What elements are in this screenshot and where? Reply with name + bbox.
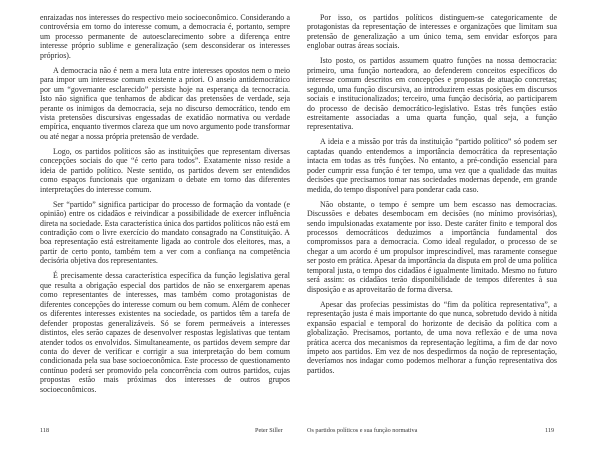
right-page xyxy=(307,13,557,381)
paragraph: Por isso, os partidos políticos distinguem-se categoricamente de protagonistas da representação de interesses e organizações que limitam sua pretensão de generalização a um único tema, sem envidar esforços para englobar outras áreas sociais. xyxy=(307,13,557,51)
paragraph: A democracia não é nem a mera luta entre interesses opostos nem o meio para impor um interesse comum existente a priori. O anseio antidemocrático por um “governante esclarecido” persiste hoje na esperança da tecnocracia. Isto não significa que tenhamos de abdicar das pretensões de verdade, seja perante os inimigos da democracia, seja no discurso democrático, tendo em vista pretensões discursivas engessadas de exatidão normativa ou verdade empírica, enquanto tivermos clareza que um novo argumento pode transformar ou até negar a nossa própria pretensão de verdade. xyxy=(40,65,290,141)
right-running-head: Os partidos políticos e sua função normativa xyxy=(307,427,418,434)
paragraph: Não obstante, o tempo é sempre um bem escasso nas democracias. Discussões e debates desembocam em decisões (no mínimo provisórias), sendo impulsionadas exatamente por isso. Deste caráter finito e temporal dos processos democráticos deduzimos a importância fundamental dos compromissos para a democracia. Como ideal regulador, o processo de se chegar a um acordo é um propulsor imprescindível, mas raramente consegue ser posto em prática. Apesar da importância da disputa em prol de uma política temporal justa, o tempo dos cidadãos é igualmente limitado. Mesmo no futuro será assim: os cidadãos terão disponibilidade de tempos diferentes à sua disposição e as aproveitarão de forma diversa. xyxy=(307,199,557,294)
paragraph: Logo, os partidos políticos são as instituições que representam diversas concepções sociais do que “é certo para todos”. Exatamente nisso reside a ideia de partido político. Neste sentido, os partidos devem ser entendidos como espaços funcionais que organizam o debate em torno das diferentes interpretações do interesse comum. xyxy=(40,146,290,194)
paragraph: enraizadas nos interesses do respectivo meio socioeconômico. Considerando a controvérsia em torno do interesse comum, a democracia é, portanto, sempre um processo permanente de autoesclarecimento sobre a diferença entre interesse próprio sublime e generalização (sem desconsiderar os interesses próprios). xyxy=(40,13,290,60)
left-page-number: 118 xyxy=(40,427,50,434)
paragraph: A ideia e a missão por trás da instituição “partido político” só podem ser captadas quando entendemos a importância democrática da representação intacta em todas as três funções. No entanto, a pré-condição essencial para poder cumprir essa função é ter tempo, uma vez que a qualidade das muitas decisões que precisamos tomar nas sociedades modernas depende, em grande medida, do tempo disponível para ponderar cada caso. xyxy=(307,137,557,194)
paragraph: Isto posto, os partidos assumem quatro funções na nossa democracia: primeiro, uma função norteadora, ao defenderem conceitos específicos do interesse comum descritos em concepções e propostas de atuação concretas; segundo, uma função discursiva, ao introduzirem essas posições em discursos sociais e institucionalizados; terceiro, uma função decisória, ao participarem do processo de decisão democrático-legislativo. Estas três funções estão estreitamente associadas a uma quarta função, qual seja, a função representativa. xyxy=(307,56,557,132)
left-page xyxy=(40,13,290,400)
right-page-number: 119 xyxy=(545,427,555,434)
left-running-head: Peter Siller xyxy=(255,427,283,434)
paragraph: É precisamente dessa característica específica da função legislativa geral que resulta a obrigação especial dos partidos de não se enxergarem apenas como representantes de interesses, mas também como protagonistas de diferentes concepções do interesse comum ou bem comum. Além de conhecer os diferentes interesses existentes na sociedade, os partidos têm a tarefa de defender propostas generalizáveis. Só se forem permeáveis a interesses distintos, eles serão capazes de desenvolver respostas legislativas que tentam atender todos os envolvidos. Simultaneamente, os partidos devem sempre dar conta do dever de verificar e corrigir a sua interpretação do bem comum condicionada pela sua base socioeconômica. Este processo de questionamento contínuo poderá ser promovido pela concorrência com outros partidos, cujas propostas estão mais próximas dos interesses de outros grupos socioeconômicos. xyxy=(40,271,290,394)
paragraph: Ser “partido” significa participar do processo de formação da vontade (e opinião) entre os cidadãos e reivindicar a possibilidade de exercer influência direta na sociedade. Esta característica única dos partidos políticos não está em contradição com o livre exercício do mandato consagrado na Constituição. A boa representação está estreitamente ligada ao controle dos eleitores, mas, a partir de certo ponto, também tem a ver com a confiança na competência decisória objetiva dos representantes. xyxy=(40,199,290,266)
paragraph: Apesar das profecias pessimistas do “fim da política representativa”, a representação justa é mais importante do que nunca, sobretudo devido à nítida expansão espacial e temporal do horizonte de decisão da política com a globalização. Precisamos, portanto, de uma nova reflexão e de uma nova prática acerca dos mecanismos da representação legítima, a fim de dar novo ímpeto aos partidos. Em vez de nos despedirmos da noção de representação, deveríamos nos indagar como podemos melhorar a função representativa dos partidos. xyxy=(307,299,557,375)
